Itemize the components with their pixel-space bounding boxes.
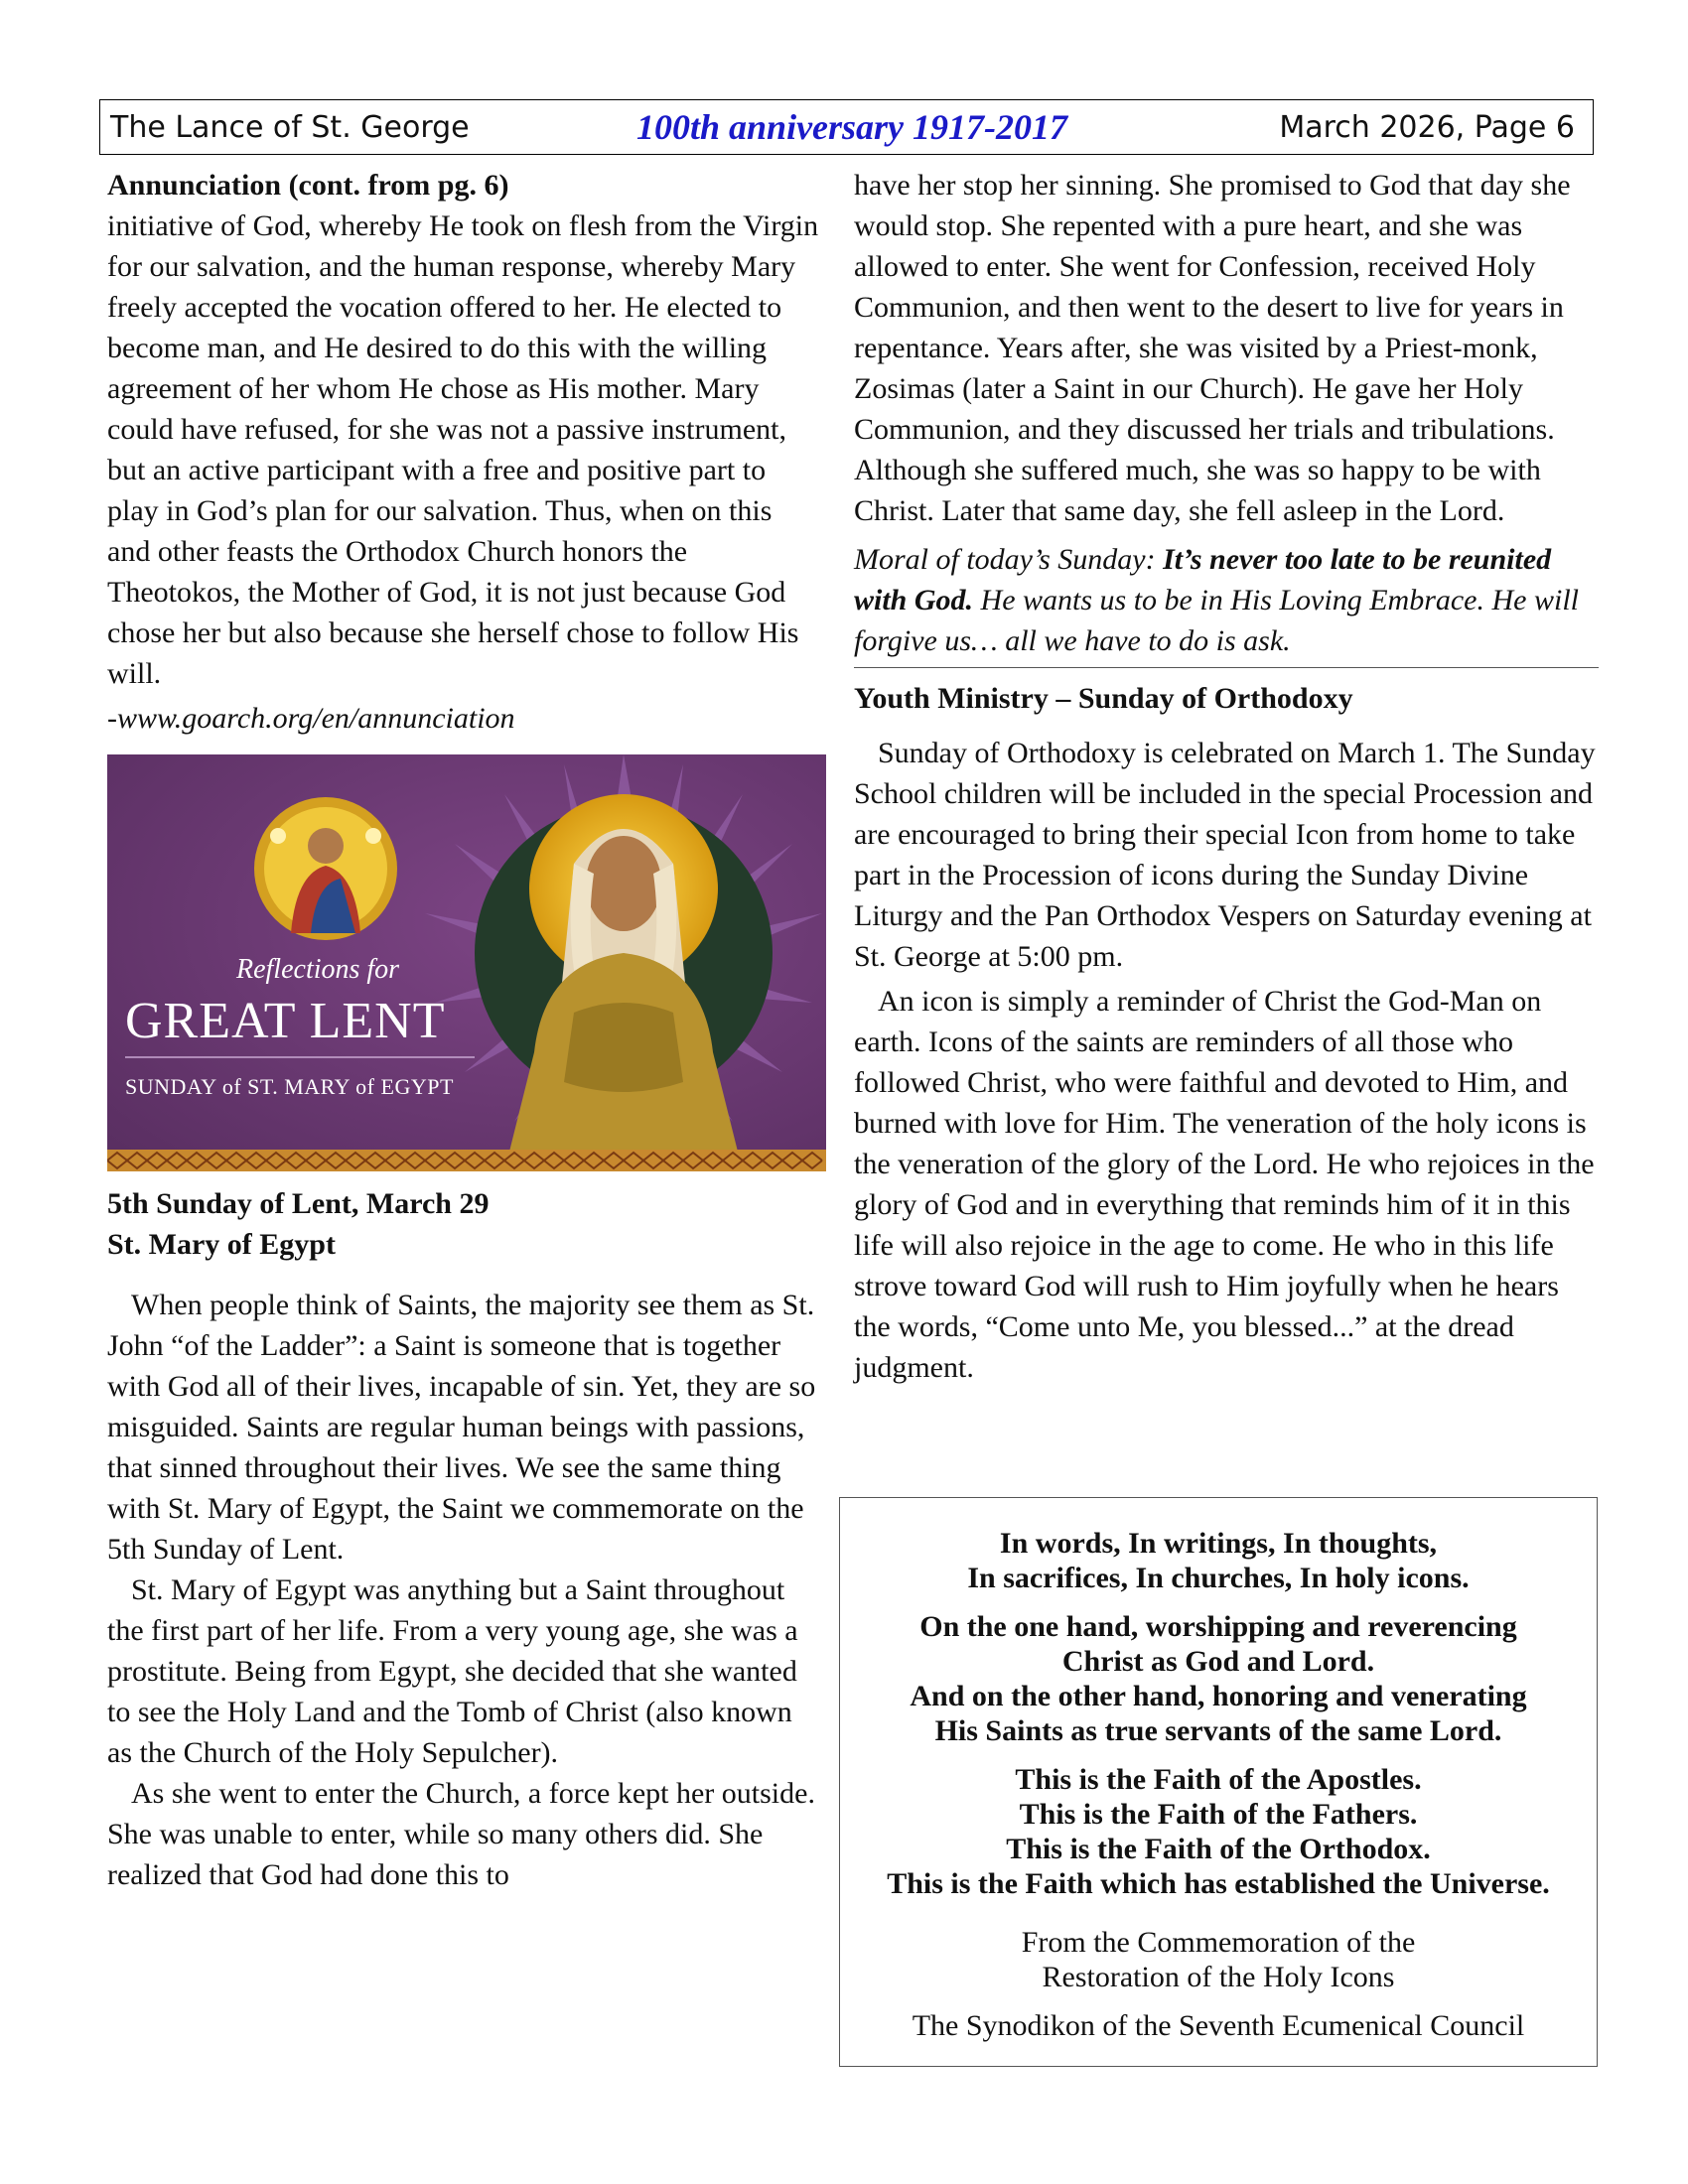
annunciation-text: initiative of God, whereby He took on flesh from the Virgin for our salvation, and the human response, whereby Mary freely accepted the vocation offered to her. He elected to become man, and He desired to do this with the willing agreement of her whom He chose as His mother. Mary could have refused, for she was not a passive instrument, but an active participant with a free and positive part to play in God’s plan for our salvation. Thus, when on this and other feasts the Orthodox Church honors the Theotokos, the Mother of God, it is not just because God chose her but also because she herself chose to follow His will.	[107, 209, 819, 690]
synodikon-line-9: This is the Faith of the Orthodox.	[1006, 1833, 1431, 1865]
synodikon-source-3: The Synodikon of the Seventh Ecumenical Council	[912, 2009, 1525, 2042]
synodikon-line-4: Christ as God and Lord.	[1061, 1645, 1375, 1678]
mary-paragraph-3: As she went to enter the Church, a force kept her outside. She was unable to enter, while so many others did. She realized that God had done this to	[107, 1777, 815, 1891]
synodikon-line-3: On the one hand, worshipping and reverencing	[919, 1610, 1517, 1643]
banner-line-1: Reflections for	[236, 954, 400, 985]
great-lent-banner	[107, 754, 826, 1171]
synodikon-source-2: Restoration of the Holy Icons	[1042, 1961, 1395, 1993]
synodikon-line-8: This is the Faith of the Fathers.	[1019, 1798, 1418, 1831]
moral-emphasis: It’s never too late to be reunited with God.	[854, 543, 1552, 616]
left-column	[107, 165, 820, 1895]
synodikon-line-2: In sacrifices, In churches, In holy icons.	[967, 1562, 1470, 1594]
synodikon-source-1: From the Commemoration of the	[1021, 1926, 1416, 1959]
right-column	[854, 165, 1599, 1388]
page-header	[99, 99, 1594, 155]
banner-line-2: GREAT LENT	[125, 993, 446, 1049]
moral-prefix: Moral of today’s Sunday:	[854, 543, 1164, 576]
anniversary-banner: 100th anniversary 1917-2017	[636, 107, 1068, 147]
lent-heading-date: 5th Sunday of Lent, March 29	[107, 1187, 490, 1220]
source-link: -www.goarch.org/en/annunciation	[107, 702, 515, 735]
youth-ministry-heading: Youth Ministry – Sunday of Orthodoxy	[854, 682, 1353, 715]
youth-paragraph-2: An icon is simply a reminder of Christ the God-Man on earth. Icons of the saints are reminders of all those who followed Christ, who were faithful and devoted to Him, and burned with love for Him. The veneration of the holy icons is the veneration of the glory of the Lord. He who rejoices in the glory of God and in everything that reminds him of it in this life will also rejoice in the age to come. He who in this life strove toward God will rush to Him joyfully when he hears the words, “Come unto Me, you blessed...” at the dread judgment.	[854, 985, 1595, 1384]
synodikon-line-5: And on the other hand, honoring and venerating	[910, 1680, 1527, 1712]
page-date: March 2026, Page 6	[1279, 110, 1575, 145]
synodikon-line-10: This is the Faith which has established the Universe.	[887, 1867, 1550, 1900]
synodikon-box	[839, 1497, 1598, 2067]
newsletter-title: The Lance of St. George	[110, 110, 470, 145]
mary-paragraph-2: St. Mary of Egypt was anything but a Saint throughout the first part of her life. From a very young age, she was a prostitute. Being from Egypt, she decided that she wanted to see the Holy Land and the Tomb of Christ (also known as the Church of the Holy Sepulcher).	[107, 1573, 798, 1769]
youth-paragraph-1: Sunday of Orthodoxy is celebrated on March 1. The Sunday School children will be included in the special Procession and are encouraged to bring their special Icon from home to take part in the Procession of icons during the Sunday Divine Liturgy and the Pan Orthodox Vespers on Saturday evening at St. George at 5:00 pm.	[854, 737, 1596, 973]
moral-of-sunday	[854, 539, 1599, 668]
synodikon-line-6: His Saints as true servants of the same Lord.	[934, 1714, 1502, 1747]
mary-paragraph-1: When people think of Saints, the majority see them as St. John “of the Ladder”: a Saint is someone that is together with God all of their lives, incapable of sin. Yet, they are so misguided. Saints are regular human beings with passions, that sinned throughout their lives. We see the same thing with St. Mary of Egypt, the Saint we commemorate on the 5th Sunday of Lent.	[107, 1289, 816, 1566]
synodikon-line-1: In words, In writings, In thoughts,	[999, 1527, 1438, 1560]
moral-rest: He wants us to be in His Loving Embrace. He will forgive us… all we have to do is ask.	[854, 584, 1579, 657]
mary-continuation: have her stop her sinning. She promised to God that day she would stop. She repented with a pure heart, and she was allowed to enter. She went for Confession, received Holy Communion, and then went to the desert to live for years in repentance. Years after, she was visited by a Priest-monk, Zosimas (later a Saint in our Church). He gave her Holy Communion, and they discussed her trials and tribulations. Although she suffered much, she was so happy to be with Christ. Later that same day, she fell asleep in the Lord.	[854, 169, 1571, 527]
banner-line-3: SUNDAY of ST. MARY of EGYPT	[125, 1074, 454, 1099]
lent-heading-saint: St. Mary of Egypt	[107, 1228, 336, 1261]
annunciation-heading: Annunciation (cont. from pg. 6)	[107, 169, 509, 202]
christ-icon	[254, 797, 397, 940]
synodikon-line-7: This is the Faith of the Apostles.	[1015, 1763, 1422, 1796]
